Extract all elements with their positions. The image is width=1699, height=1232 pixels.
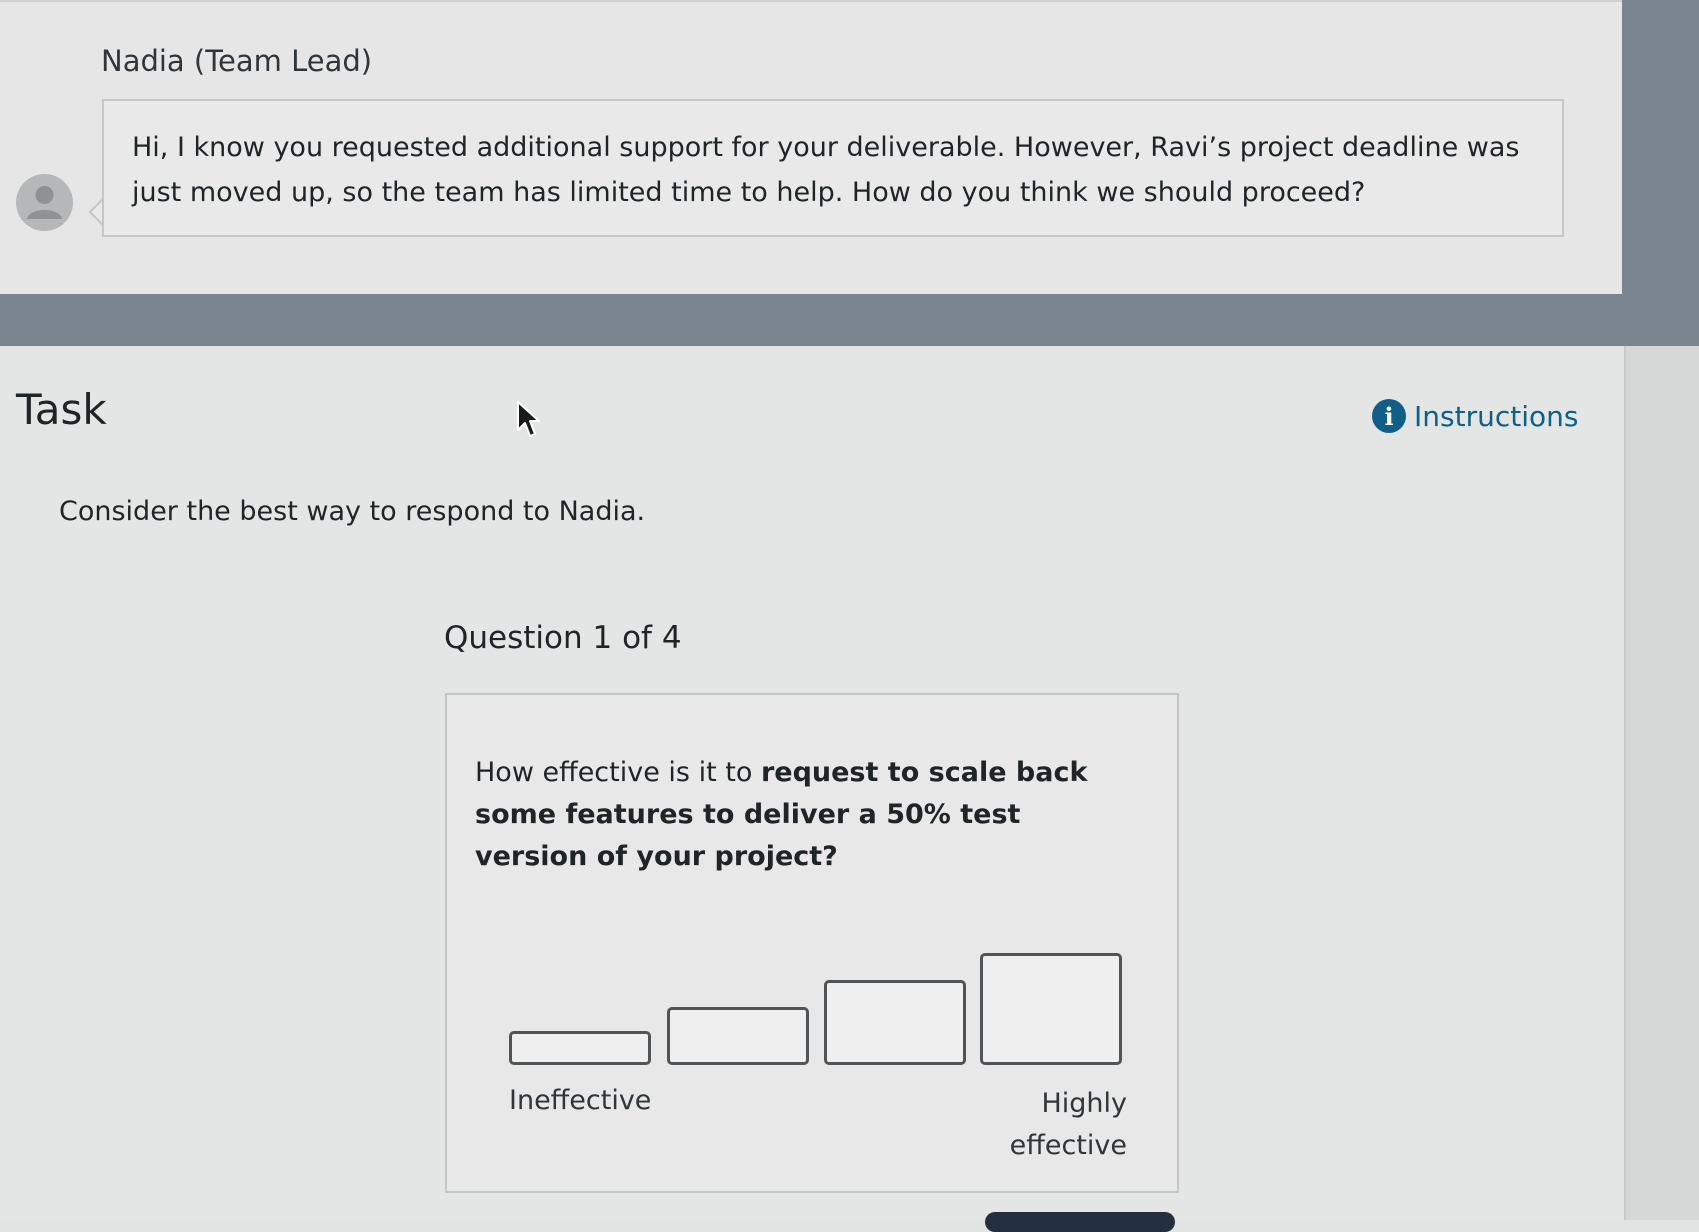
instructions-label: Instructions [1414, 399, 1579, 433]
question-counter: Question 1 of 4 [444, 620, 682, 656]
question-card [445, 693, 1179, 1193]
scale-low-label: Ineffective [509, 1085, 652, 1116]
section-divider [0, 294, 1699, 346]
question-text-prefix: How effective is it to [475, 757, 761, 788]
scale-high-label [987, 1083, 1127, 1167]
message-text: Hi, I know you requested additional support for your deliverable. However, Ravi’s project deadline was just moved up, so the team has limited time to help. How do you think we should proceed? [132, 132, 1520, 208]
instructions-link[interactable] [1372, 399, 1578, 433]
task-title: Task [16, 385, 107, 434]
scale-high-label-line2: effective [1009, 1130, 1127, 1161]
scale-option-4[interactable] [980, 953, 1122, 1065]
speaker-name: Nadia (Team Lead) [101, 44, 373, 78]
scale-option-3[interactable] [824, 980, 966, 1065]
scale-option-2[interactable] [667, 1007, 809, 1065]
question-text [475, 752, 1115, 878]
scale-option-1[interactable] [509, 1031, 651, 1065]
task-rail [1624, 346, 1699, 1220]
task-prompt: Consider the best way to respond to Nadia. [59, 496, 646, 527]
question-text-bold: request to scale back some features to deliver a 50% test version of your project? [475, 757, 1088, 872]
scale-high-label-line1: Highly [1041, 1088, 1127, 1119]
message-bubble [102, 99, 1564, 237]
user-icon [16, 174, 73, 231]
mouse-cursor-icon [516, 400, 542, 440]
next-button-edge[interactable] [985, 1212, 1175, 1232]
info-icon: i [1372, 399, 1406, 433]
chat-card [0, 0, 1622, 296]
